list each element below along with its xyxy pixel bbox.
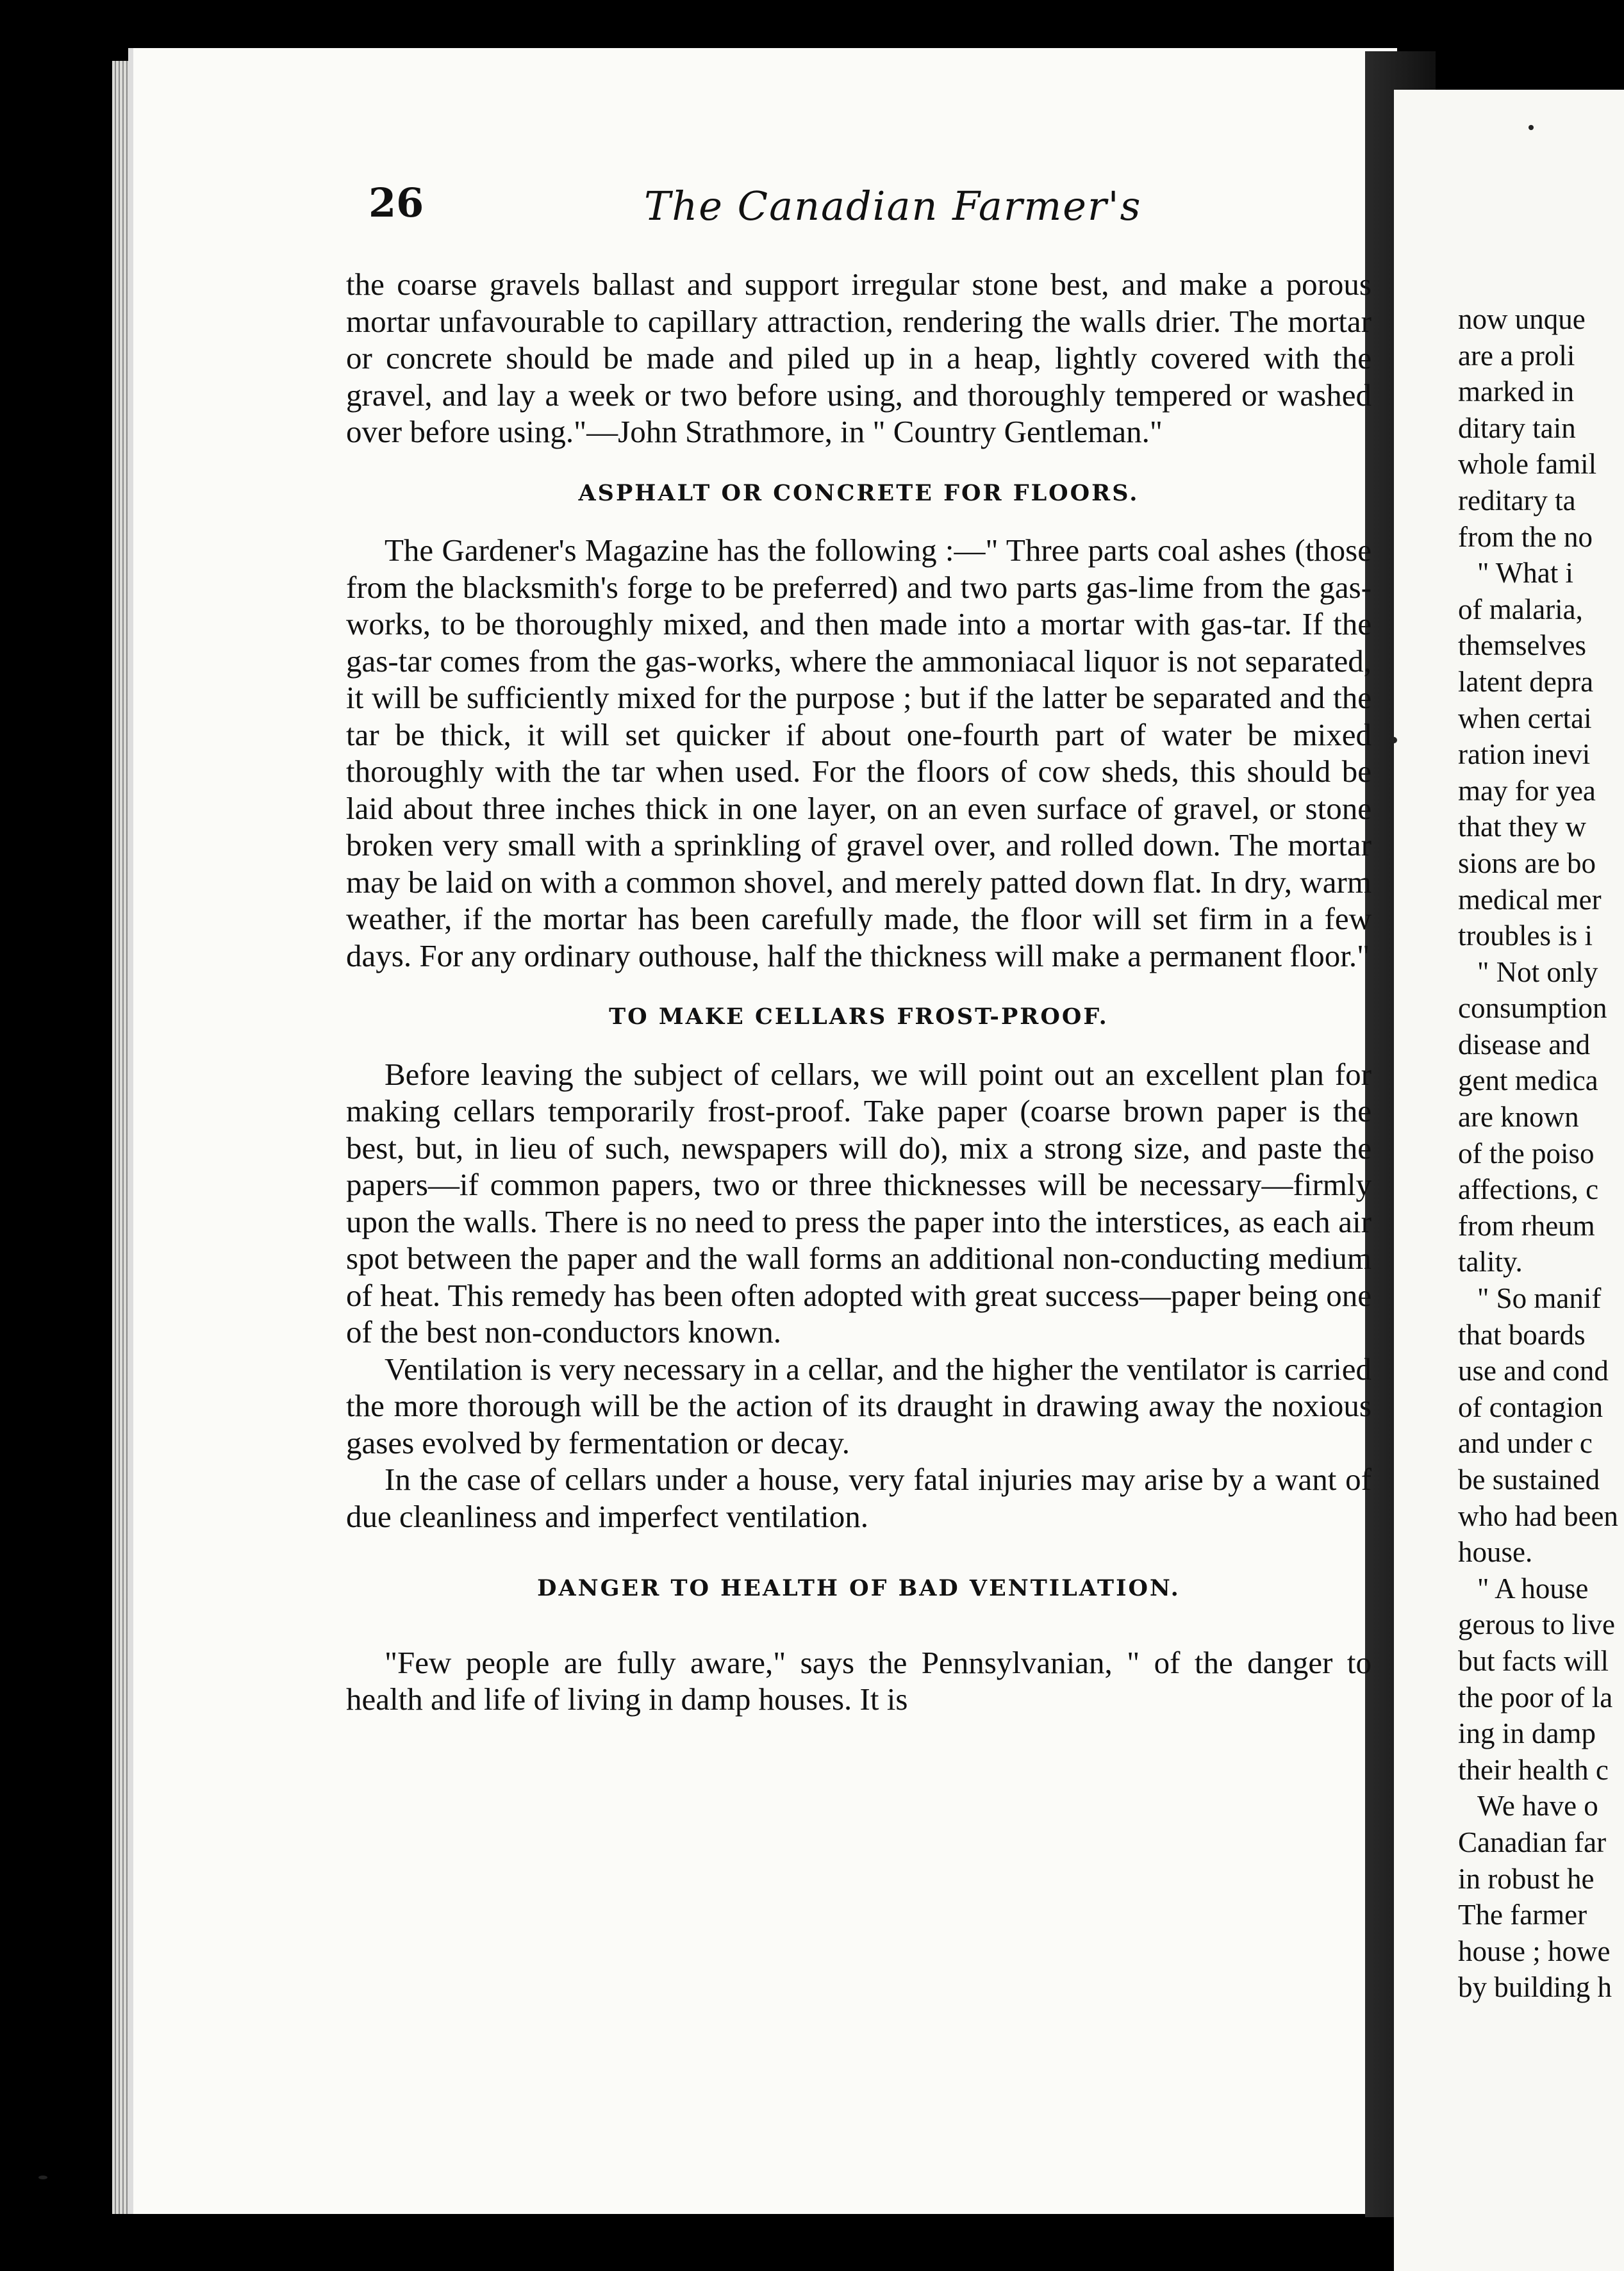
right-page-column — [1458, 301, 1624, 2006]
right-page-line: may for yea — [1458, 774, 1596, 807]
right-page-line: gerous to live — [1458, 1608, 1615, 1641]
right-page-line: of contagion — [1458, 1391, 1603, 1423]
right-page-line: ration inevi — [1458, 738, 1591, 771]
right-page-line: their health c — [1458, 1753, 1609, 1786]
right-page-line: use and cond — [1458, 1355, 1609, 1387]
right-page-line: from rheum — [1458, 1209, 1595, 1242]
running-title: The Canadian Farmer's — [644, 183, 1142, 229]
right-page-line: ditary tain — [1458, 411, 1576, 444]
right-page-line: disease and — [1458, 1028, 1591, 1061]
right-page-line: that boards — [1458, 1318, 1586, 1351]
right-page-line: sions are bo — [1458, 846, 1596, 879]
right-page-line: but facts will — [1458, 1644, 1609, 1677]
paragraph-cellars-2: Ventilation is very necessary in a cellar, and the higher the ventilator is carried the more thorough will be the action of its draught in drawing away the noxious gases evolved by fermentation or decay. — [346, 1351, 1371, 1460]
paragraph-intro: the coarse gravels ballast and support irregular stone best, and make a porous mortar unfavourable to capillary attraction, rendering the walls drier. The mortar or concrete should be made and piled up in a heap, lightly covered with the gravel, and lay a week or two before using, and thoroughly tempered or washed over before using."—John Strathmore, in " Country Gentleman." — [346, 267, 1371, 449]
heading-danger: DANGER TO HEALTH OF BAD VENTILATION. — [537, 1575, 1181, 1601]
scan-speck — [1529, 125, 1534, 130]
right-page-line: from the no — [1458, 520, 1593, 553]
right-page-line: when certai — [1458, 702, 1592, 734]
right-page-line: Canadian far — [1458, 1826, 1607, 1858]
right-page — [1394, 90, 1624, 2271]
right-page-line: troubles is i — [1458, 920, 1593, 952]
right-page-line: " So manif — [1477, 1282, 1602, 1315]
scan-speck — [1391, 737, 1397, 743]
page-header — [369, 179, 1368, 250]
right-page-line: " What i — [1477, 557, 1574, 590]
right-page-line: gent medica — [1458, 1064, 1598, 1097]
right-page-line: ing in damp — [1458, 1717, 1596, 1750]
paragraph-cellars-1: Before leaving the subject of cellars, we will point out an excellent plan for making cellars temporarily frost-proof. Take paper (coarse brown paper is the best, but, in lieu of such, newspapers will do), mix a strong size, and paste the papers—if common papers, two or three thicknesses will be necessary—firmly upon the walls. There is no need to press the paper into the interstices, as each air spot between the paper and the wall forms an additional non-conducting medium of heat. This remedy has been often adopted with great success—paper being one of the best non-conductors known. — [346, 1056, 1371, 1350]
right-page-line: The farmer — [1458, 1899, 1587, 1931]
main-text-column — [346, 266, 1371, 1718]
right-page-line: house. — [1458, 1536, 1533, 1569]
right-page-line: of the poiso — [1458, 1137, 1595, 1169]
right-page-line: now unque — [1458, 303, 1586, 335]
right-page-line: " A house — [1477, 1572, 1589, 1605]
heading-cellars: TO MAKE CELLARS FROST-PROOF. — [609, 1003, 1109, 1030]
right-page-line: medical mer — [1458, 883, 1602, 916]
paragraph-danger: "Few people are fully aware," says the Pennsylvanian, " of the danger to health and life of living in damp houses. It is — [346, 1644, 1371, 1717]
right-page-line: are known — [1458, 1101, 1579, 1134]
right-page-line: We have o — [1477, 1790, 1598, 1822]
right-page-line: tality. — [1458, 1246, 1523, 1278]
right-page-line: that they w — [1458, 811, 1586, 843]
right-page-line: who had been — [1458, 1499, 1618, 1532]
right-page-line: be sustained — [1458, 1464, 1600, 1496]
right-page-line: are a proli — [1458, 339, 1575, 372]
right-page-line: and under c — [1458, 1427, 1593, 1460]
right-page-line: of malaria, — [1458, 593, 1583, 625]
right-page-line: themselves — [1458, 629, 1586, 662]
right-page-line: affections, c — [1458, 1173, 1599, 1206]
right-page-line: house ; howe — [1458, 1935, 1611, 1967]
right-page-line: latent depra — [1458, 665, 1594, 698]
right-page-line: reditary ta — [1458, 484, 1576, 516]
paragraph-asphalt: The Gardener's Magazine has the following :—" Three parts coal ashes (those from the blacksmith's forge to be preferred) and two parts gas-lime from the gas-works, to be thoroughly mixed, and then made into a mortar with gas-tar. If the gas-tar comes from the gas-works, where the ammoniacal liquor is not separated, it will be sufficiently mixed for the purpose ; but if the latter be separated and the tar be thick, it will set quicker if about one-fourth part of water be mixed thoroughly with the tar when used. For the floors of cow sheds, this should be laid about three inches thick in one layer, on an even surface of gravel, or stone broken very small with a sprinkling of gravel over, and rolled down. The mortar may be laid on with a common shovel, and merely patted down flat. In dry, warm weather, if the mortar has been carefully made, the floor will set firm in a few days. For any ordinary outhouse, half the thickness will make a permanent floor." — [346, 533, 1371, 973]
page-number: 26 — [369, 179, 424, 226]
paragraph-cellars-3: In the case of cellars under a house, very fatal injuries may arise by a want of due cleanliness and imperfect ventilation. — [346, 1462, 1371, 1534]
right-page-line: " Not only — [1477, 955, 1598, 988]
right-page-line: by building h — [1458, 1971, 1612, 2004]
right-page-line: consumption — [1458, 992, 1607, 1025]
right-page-line: whole famil — [1458, 448, 1597, 481]
right-page-line: the poor of la — [1458, 1681, 1613, 1714]
heading-asphalt: ASPHALT OR CONCRETE FOR FLOORS. — [578, 479, 1139, 506]
scan-speck — [38, 2176, 47, 2179]
right-page-line: marked in — [1458, 376, 1575, 408]
right-page-line: in robust he — [1458, 1862, 1595, 1895]
